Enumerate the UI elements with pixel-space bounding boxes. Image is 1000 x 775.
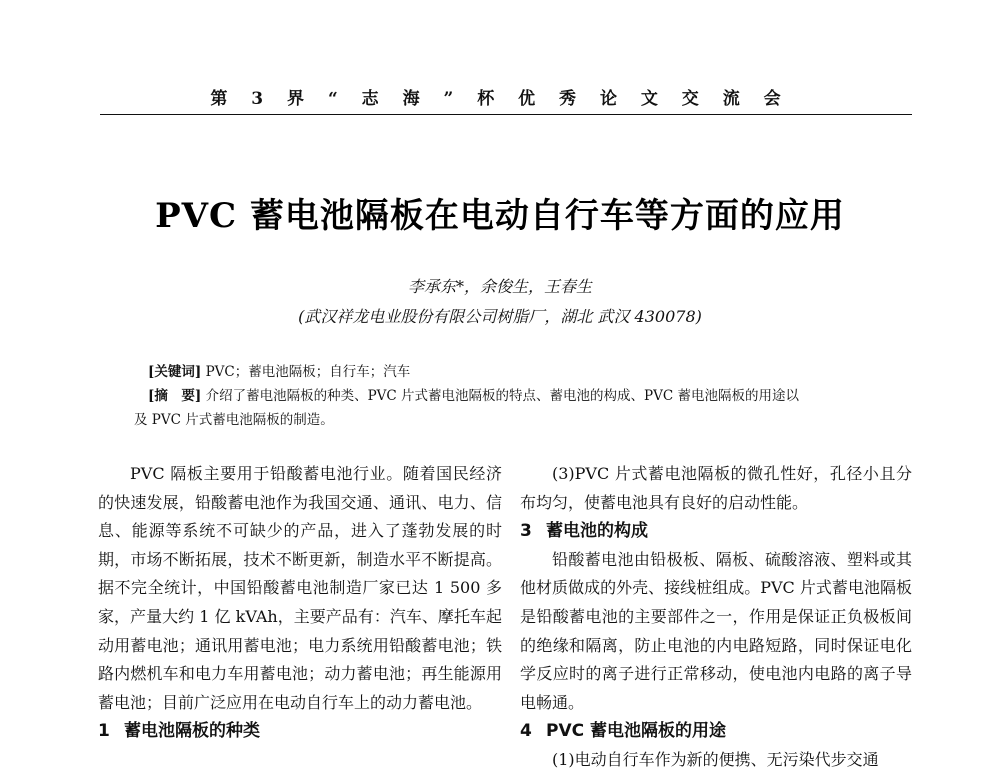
right-paragraph-2: 铅酸蓄电池由铅极板、隔板、硫酸溶液、塑料或其他材质做成的外壳、接线桩组成。PVC 片式蓄电池隔板是铅酸蓄电池的主要部件之一，作用是保证正负极板间的绝缘和隔离，防止电池的内电路短路，同时保证电化学反应时的离子进行正常移动，使电池内电路的离子导电畅通。 <box>520 549 912 712</box>
section-title: PVC 蓄电池隔板的用途 <box>546 721 727 742</box>
section-number: 3 <box>520 521 532 542</box>
section-heading-3 <box>520 517 912 546</box>
affiliation: (武汉祥龙电业股份有限公司树脂厂，湖北 武汉 430078) <box>298 307 702 326</box>
abstract-line-1 <box>134 384 894 408</box>
keywords-label: [关键词] <box>148 364 202 380</box>
right-paragraph-1: (3)PVC 片式蓄电池隔板的微孔性好，孔径小且分布均匀，使蓄电池具有良好的启动性能。 <box>520 464 912 512</box>
authors: 李承东*，余俊生，王春生 <box>407 277 592 296</box>
right-paragraph-3: (1)电动自行车作为新的便携、无污染代步交通 <box>552 749 879 769</box>
section-heading-1 <box>98 717 502 746</box>
section-number: 4 <box>520 721 532 742</box>
section-title: 蓄电池隔板的种类 <box>124 721 260 742</box>
section-title: 蓄电池的构成 <box>546 521 648 542</box>
meta-block <box>134 360 894 432</box>
running-head: 第 3 界 “ 志 海 ” 杯 优 秀 论 文 交 流 会 <box>210 89 790 109</box>
paper-title: PVC 蓄电池隔板在电动自行车等方面的应用 <box>155 196 845 236</box>
left-paragraph-1: PVC 隔板主要用于铅酸蓄电池行业。随着国民经济的快速发展，铅酸蓄电池作为我国交通、通讯、电力、信息、能源等系统不可缺少的产品，进入了蓬勃发展的时期，市场不断拓展，技术不断更新，制造水平不断提高。据不完全统计，中国铅酸蓄电池制造厂家已达 1 500 多家，产量大约 1 亿 kVAh，主要产品有：汽车、摩托车起动用蓄电池；通讯用蓄电池；电力系统用铅酸蓄电池；铁路内燃机车和电力车用蓄电池；动力蓄电池；再生能源用蓄电池；目前广泛应用在电动自行车上的动力蓄电池。 <box>98 464 502 712</box>
abstract-label: [摘 要] <box>148 388 202 404</box>
keywords-line <box>134 360 894 384</box>
left-column <box>98 460 502 746</box>
keywords-text: PVC；蓄电池隔板；自行车；汽车 <box>205 364 411 380</box>
abstract-line-2: 及 PVC 片式蓄电池隔板的制造。 <box>134 412 334 428</box>
section-number: 1 <box>98 721 110 742</box>
abstract-text-1: 介绍了蓄电池隔板的种类、PVC 片式蓄电池隔板的特点、蓄电池的构成、PVC 蓄电池隔板的用途以 <box>205 388 799 404</box>
section-heading-4 <box>520 717 912 746</box>
right-column <box>520 460 912 775</box>
header-rule <box>100 114 912 115</box>
